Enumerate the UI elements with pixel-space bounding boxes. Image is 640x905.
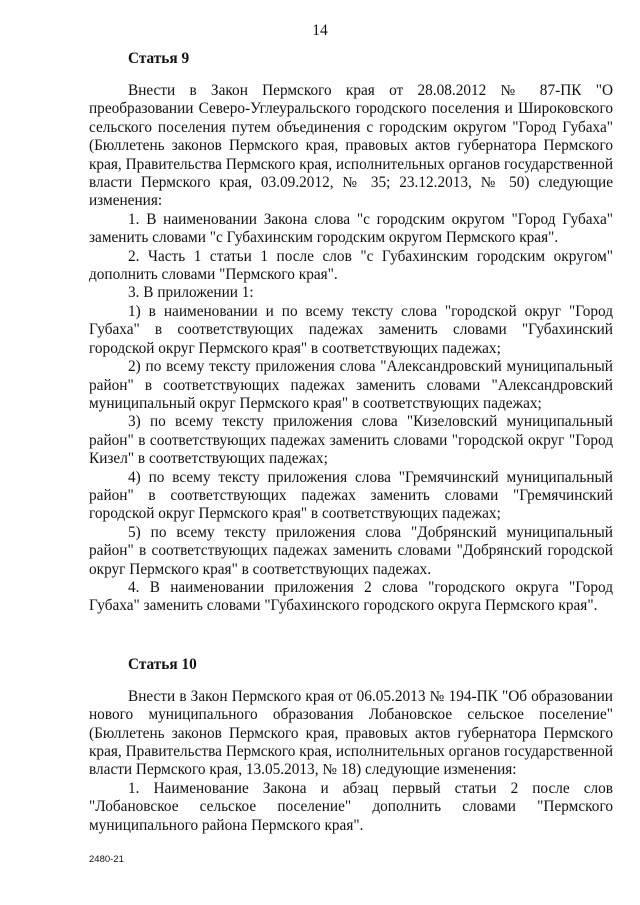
article-9 [89,50,613,616]
article-9-subitem-1: 1) в наименовании и по всему тексту слова "городской округ "Город Губаха" в соответствующих падежах заменить словами "Губахинский городской округ Пермского края" в соответствующих падежах; [89,302,613,357]
document-code: 2480-21 [89,854,124,865]
article-9-subitem-2: 2) по всему тексту приложения слова "Александровский муниципальный район" в соответствующих падежах заменить словами "Александровский муниципальный округ Пермского края" в соответствующих падежах; [89,358,613,412]
article-9-subitem-5: 5) по всему тексту приложения слова "Добрянский муниципальный район" в соответствующих падежах заменить словами "Добрянский городской округ Пермского края" в соответствующих падежах. [89,523,613,578]
article-9-subitem-4: 4) по всему тексту приложения слова "Гремячинский муниципальный район" в соответствующих падежах заменить словами "Гремячинский городской округ Пермского края" в соответствующих падежах; [89,468,613,523]
article-9-title: Статья 9 [128,50,190,67]
article-9-subitem-3: 3) по всему тексту приложения слова "Кизеловский муниципальный район" в соответствующих падежах заменить словами "городской округ "Город Кизел" в соответствующих падежах; [89,413,613,468]
article-9-item-3: 3. В приложении 1: [128,284,254,302]
article-9-intro: Внести в Закон Пермского края от 28.08.2012 № 87-ПК "О преобразовании Северо-Углеуральского городского поселения и Широковского сельского поселения путем объединения с городским округом "Город Губаха" (Бюллетень законов Пермского края, правовых актов губернатора Пермского края, Правительства Пермского края, исполнительных органов государственной власти Пермского края, 03.09.2012, № 35; 23.12.2013, № 50) следующие изменения: [89,82,613,210]
article-9-item-2: 2. Часть 1 статьи 1 после слов "с Губахинским городским округом" дополнить словами "Пермского края". [89,247,613,284]
article-9-item-1: 1. В наименовании Закона слова "с городским округом "Город Губаха" заменить словами "с Губахинским городским округом Пермского края". [89,210,613,247]
article-10-title: Статья 10 [128,655,197,673]
page-content [89,50,613,835]
page-number: 14 [312,22,328,39]
article-10 [89,656,613,835]
article-10-item-1: 1. Наименование Закона и абзац первый статьи 2 после слов "Лобановское сельское поселение" дополнить словами "Пермского муниципального района Пермского края". [89,779,613,834]
article-9-item-4: 4. В наименовании приложения 2 слова "городского округа "Город Губаха" заменить словами "Губахинского городского округа Пермского края". [89,578,613,615]
article-10-intro: Внести в Закон Пермского края от 06.05.2013 № 194-ПК "Об образовании нового муниципального образования Лобановское сельское поселение" (Бюллетень законов Пермского края, правовых актов губернатора Пермского края, Правительства Пермского края, исполнительных органов государственной власти Пермского края, 13.05.2013, № 18) следующие изменения: [89,687,613,779]
